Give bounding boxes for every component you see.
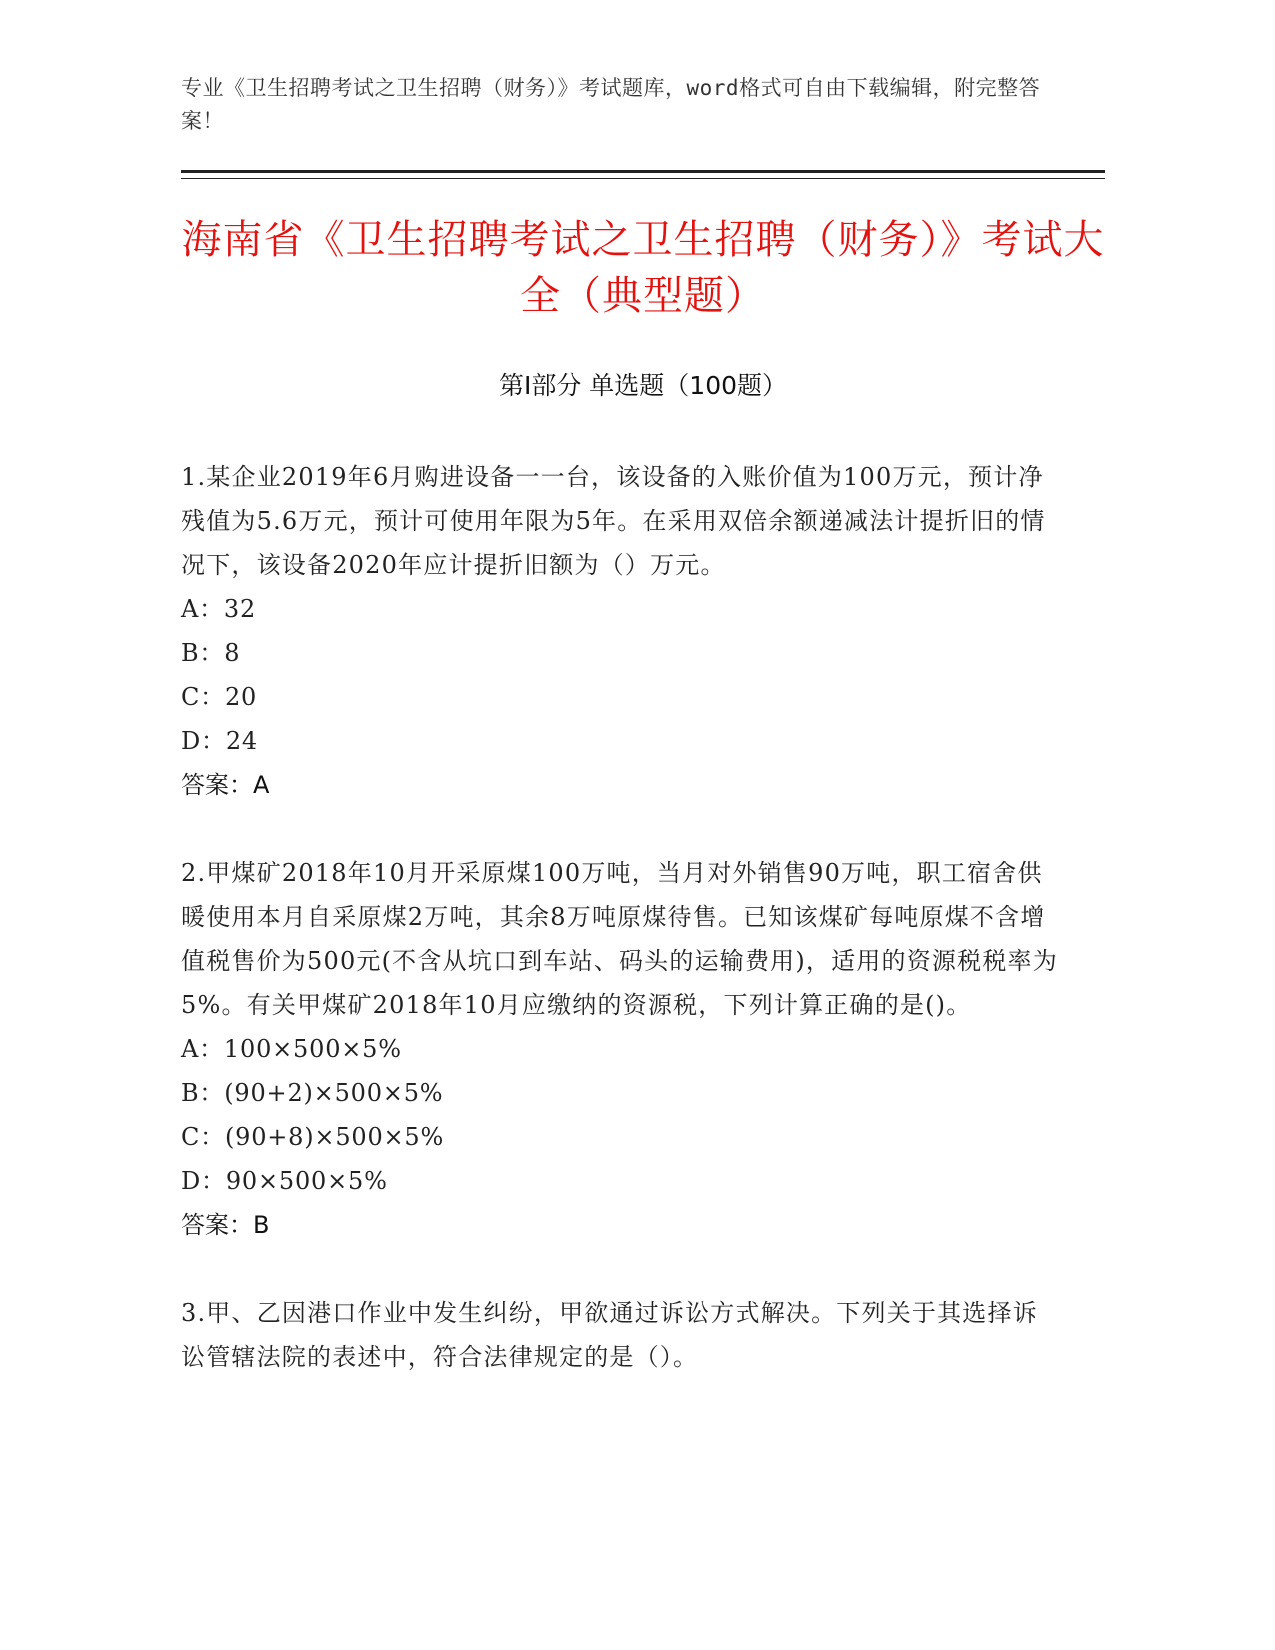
- answer: 答案：B: [181, 1211, 270, 1239]
- option-a: A：32: [181, 595, 257, 623]
- question-stem: 3.甲、乙因港口作业中发生纠纷，甲欲通过诉讼方式解决。下列关于其选择诉讼管辖法院的表述中，符合法律规定的是（）。: [181, 1299, 1038, 1371]
- question-stem: 1.某企业2019年6月购进设备一一台，该设备的入账价值为100万元，预计净残值为5.6万元，预计可使用年限为5年。在采用双倍余额递减法计提折旧的情况下，该设备2020年应计提折旧额为（）万元。: [181, 463, 1046, 579]
- header-note: 专业《卫生招聘考试之卫生招聘（财务）》考试题库，word格式可自由下载编辑，附完整答案！: [181, 76, 1041, 133]
- question-1: [181, 455, 1061, 807]
- option-d: D：24: [181, 727, 258, 755]
- question-2: [181, 851, 1061, 1247]
- header-divider-thin: [181, 178, 1105, 179]
- document-title: 海南省《卫生招聘考试之卫生招聘（财务）》考试大全（典型题）: [181, 217, 1105, 319]
- question-stem: 2.甲煤矿2018年10月开采原煤100万吨，当月对外销售90万吨，职工宿舍供暖使用本月自采原煤2万吨，其余8万吨原煤待售。已知该煤矿每吨原煤不含增值税售价为500元(不含从坑口到车站、码头的运输费用)，适用的资源税税率为5%。有关甲煤矿2018年10月应缴纳的资源税，下列计算正确的是()。: [181, 859, 1058, 1019]
- section-heading: 第I部分 单选题（100题）: [498, 371, 788, 400]
- option-b: B：(90+2)×500×5%: [181, 1079, 444, 1107]
- question-list: [181, 455, 1061, 1423]
- option-a: A：100×500×5%: [181, 1035, 402, 1063]
- option-c: C：20: [181, 683, 258, 711]
- option-b: B：8: [181, 639, 241, 667]
- answer: 答案：A: [181, 771, 270, 799]
- option-c: C：(90+8)×500×5%: [181, 1123, 445, 1151]
- option-d: D：90×500×5%: [181, 1167, 388, 1195]
- question-3: [181, 1291, 1061, 1379]
- header-divider-thick: [181, 170, 1105, 173]
